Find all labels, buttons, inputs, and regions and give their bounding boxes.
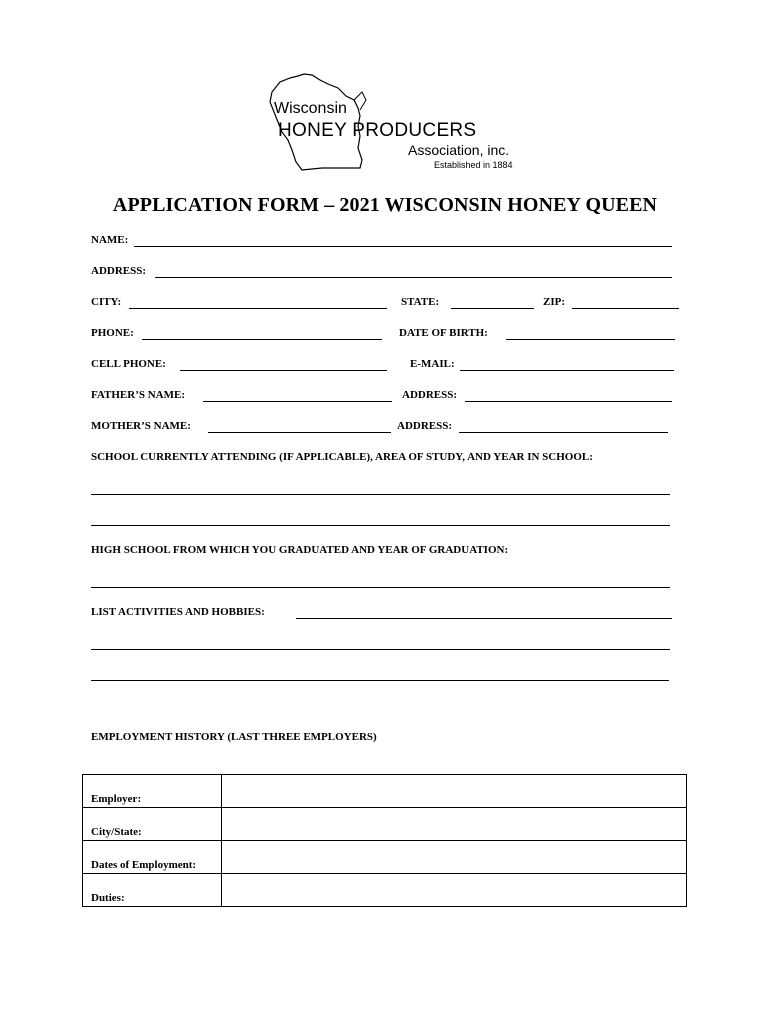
zip-field[interactable] <box>572 308 679 309</box>
fathers-name-label: FATHER’S NAME: <box>91 389 186 401</box>
table-row <box>83 808 687 841</box>
dates-of-employment-cell[interactable] <box>222 841 687 874</box>
logo-line-association: Association, inc. <box>408 142 510 158</box>
employment-table <box>82 774 687 907</box>
mothers-address-label: ADDRESS: <box>397 420 453 432</box>
logo-line-established: Established in 1884 <box>434 160 513 170</box>
state-label: STATE: <box>401 296 440 308</box>
state-field[interactable] <box>451 308 534 309</box>
employment-history-heading: EMPLOYMENT HISTORY (LAST THREE EMPLOYERS) <box>91 731 377 743</box>
city-state-label: City/State: <box>83 808 222 841</box>
mothers-address-field[interactable] <box>459 432 668 433</box>
city-field[interactable] <box>129 308 387 309</box>
city-state-cell[interactable] <box>222 808 687 841</box>
form-title: APPLICATION FORM – 2021 WISCONSIN HONEY QUEEN <box>112 194 658 216</box>
table-row <box>83 874 687 907</box>
cell-phone-field[interactable] <box>180 370 387 371</box>
dates-of-employment-label: Dates of Employment: <box>83 841 222 874</box>
fathers-name-field[interactable] <box>203 401 392 402</box>
high-school-answer-line[interactable] <box>91 587 670 588</box>
email-label: E-MAIL: <box>410 358 455 370</box>
name-field[interactable] <box>134 246 672 247</box>
city-label: CITY: <box>91 296 122 308</box>
fathers-address-field[interactable] <box>465 401 672 402</box>
association-logo <box>262 70 532 175</box>
mothers-name-field[interactable] <box>208 432 391 433</box>
name-label: NAME: <box>91 234 129 246</box>
duties-label: Duties: <box>83 874 222 907</box>
logo-line-wisconsin: Wisconsin <box>274 100 347 117</box>
date-of-birth-field[interactable] <box>506 339 675 340</box>
date-of-birth-label: DATE OF BIRTH: <box>399 327 488 339</box>
school-answer-line-2[interactable] <box>91 525 670 526</box>
activities-label: LIST ACTIVITIES AND HOBBIES: <box>91 606 265 618</box>
table-row <box>83 775 687 808</box>
zip-label: ZIP: <box>543 296 565 308</box>
phone-label: PHONE: <box>91 327 134 339</box>
cell-phone-label: CELL PHONE: <box>91 358 166 370</box>
address-label: ADDRESS: <box>91 265 147 277</box>
mothers-name-label: MOTHER’S NAME: <box>91 420 191 432</box>
employer-cell[interactable] <box>222 775 687 808</box>
high-school-prompt: HIGH SCHOOL FROM WHICH YOU GRADUATED AND YEAR OF GRADUATION: <box>91 544 509 556</box>
activities-field[interactable] <box>296 618 672 619</box>
duties-cell[interactable] <box>222 874 687 907</box>
school-prompt: SCHOOL CURRENTLY ATTENDING (IF APPLICABLE), AREA OF STUDY, AND YEAR IN SCHOOL: <box>91 451 593 463</box>
email-field[interactable] <box>460 370 674 371</box>
fathers-address-label: ADDRESS: <box>402 389 458 401</box>
address-field[interactable] <box>155 277 672 278</box>
table-row <box>83 841 687 874</box>
activities-answer-line-1[interactable] <box>91 649 670 650</box>
activities-answer-line-2[interactable] <box>91 680 669 681</box>
employer-label: Employer: <box>83 775 222 808</box>
phone-field[interactable] <box>142 339 382 340</box>
school-answer-line-1[interactable] <box>91 494 670 495</box>
logo-line-honey-producers: HONEY PRODUCERS <box>278 120 477 141</box>
